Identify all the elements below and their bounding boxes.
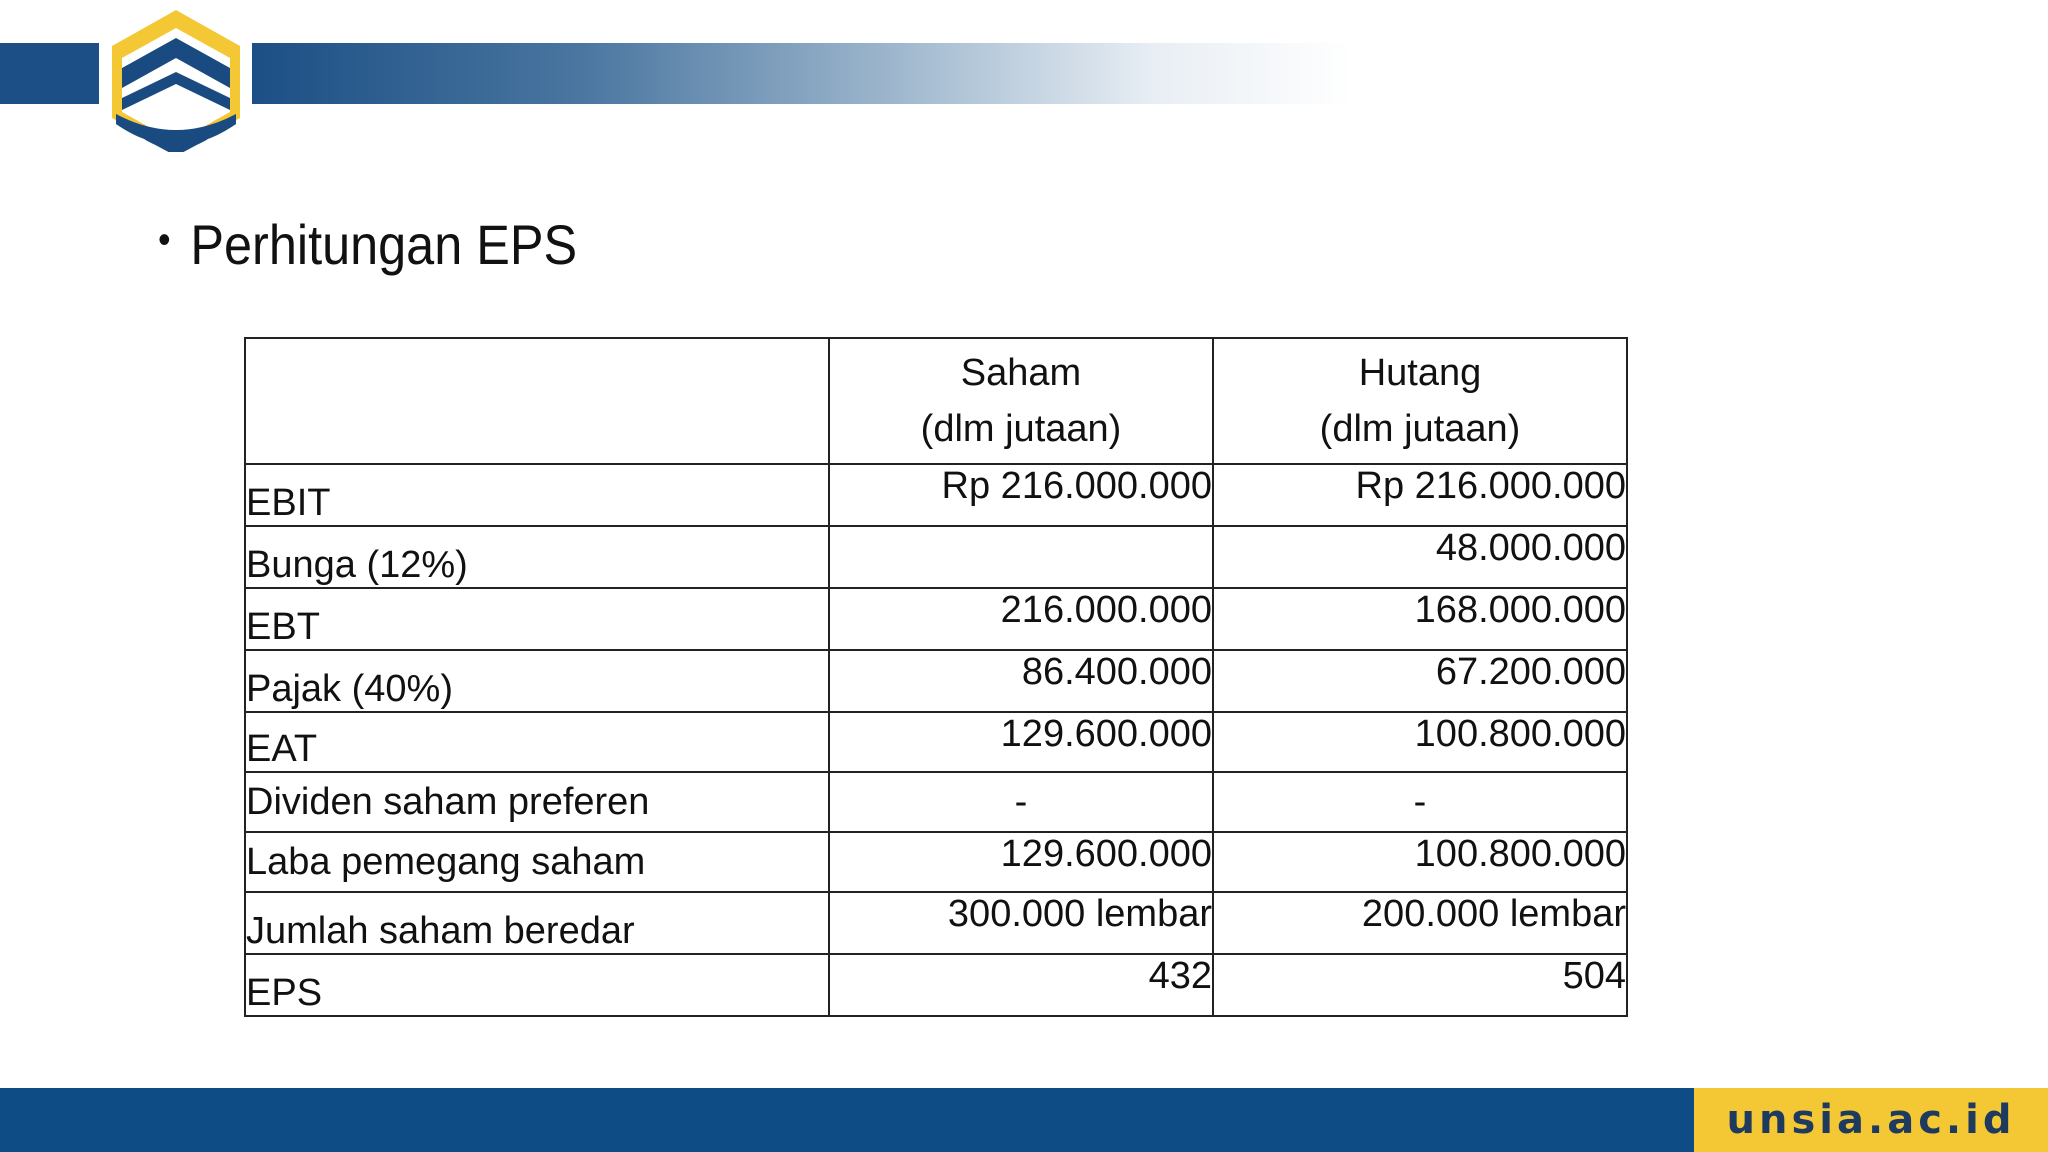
header-hutang — [1213, 338, 1627, 464]
row-label: Bunga (12%) — [245, 526, 829, 588]
slide-title: Perhitungan EPS — [190, 213, 578, 276]
hutang-value: 48.000.000 — [1213, 526, 1627, 588]
saham-value: 432 — [829, 954, 1213, 1016]
table-row — [245, 464, 1627, 526]
header-hutang-unit: (dlm jutaan) — [1319, 408, 1521, 450]
hutang-value: 100.800.000 — [1213, 832, 1627, 892]
eps-table — [244, 337, 1628, 1017]
bullet-point: • — [158, 218, 171, 262]
hutang-value: 504 — [1213, 954, 1627, 1016]
saham-value: 300.000 lembar — [829, 892, 1213, 954]
saham-value: 216.000.000 — [829, 588, 1213, 650]
row-label: EBIT — [245, 464, 829, 526]
row-label: EAT — [245, 712, 829, 772]
hutang-value: 100.800.000 — [1213, 712, 1627, 772]
slide-title-row — [158, 212, 577, 277]
table-row — [245, 650, 1627, 712]
header-saham — [829, 338, 1213, 464]
table-row — [245, 892, 1627, 954]
table-row — [245, 712, 1627, 772]
row-label: Laba pemegang saham — [245, 832, 829, 892]
hutang-value: 200.000 lembar — [1213, 892, 1627, 954]
table-row — [245, 588, 1627, 650]
saham-value: 129.600.000 — [829, 712, 1213, 772]
saham-value: 86.400.000 — [829, 650, 1213, 712]
header-band-left — [0, 43, 99, 104]
header-band-gradient — [252, 43, 1352, 104]
row-label: Dividen saham preferen — [245, 772, 829, 832]
hutang-value: 168.000.000 — [1213, 588, 1627, 650]
saham-value: 129.600.000 — [829, 832, 1213, 892]
header-saham-unit: (dlm jutaan) — [920, 408, 1122, 450]
site-url: unsia.ac.id — [1726, 1097, 2016, 1143]
footer-url-box — [1694, 1088, 2048, 1152]
hutang-value: Rp 216.000.000 — [1213, 464, 1627, 526]
table-header-row — [245, 338, 1627, 464]
saham-value: Rp 216.000.000 — [829, 464, 1213, 526]
footer-bar — [0, 1088, 1694, 1152]
table-row — [245, 954, 1627, 1016]
saham-value — [829, 526, 1213, 588]
unsia-logo-icon — [108, 6, 244, 152]
hutang-value: - — [1213, 772, 1627, 832]
header-hutang-title: Hutang — [1358, 352, 1482, 394]
hutang-value: 67.200.000 — [1213, 650, 1627, 712]
row-label: Pajak (40%) — [245, 650, 829, 712]
header-empty-cell — [245, 338, 829, 464]
table-row — [245, 772, 1627, 832]
table-row — [245, 526, 1627, 588]
saham-value: - — [829, 772, 1213, 832]
row-label: EPS — [245, 954, 829, 1016]
header-saham-title: Saham — [960, 352, 1082, 394]
table-row — [245, 832, 1627, 892]
row-label: EBT — [245, 588, 829, 650]
row-label: Jumlah saham beredar — [245, 892, 829, 954]
